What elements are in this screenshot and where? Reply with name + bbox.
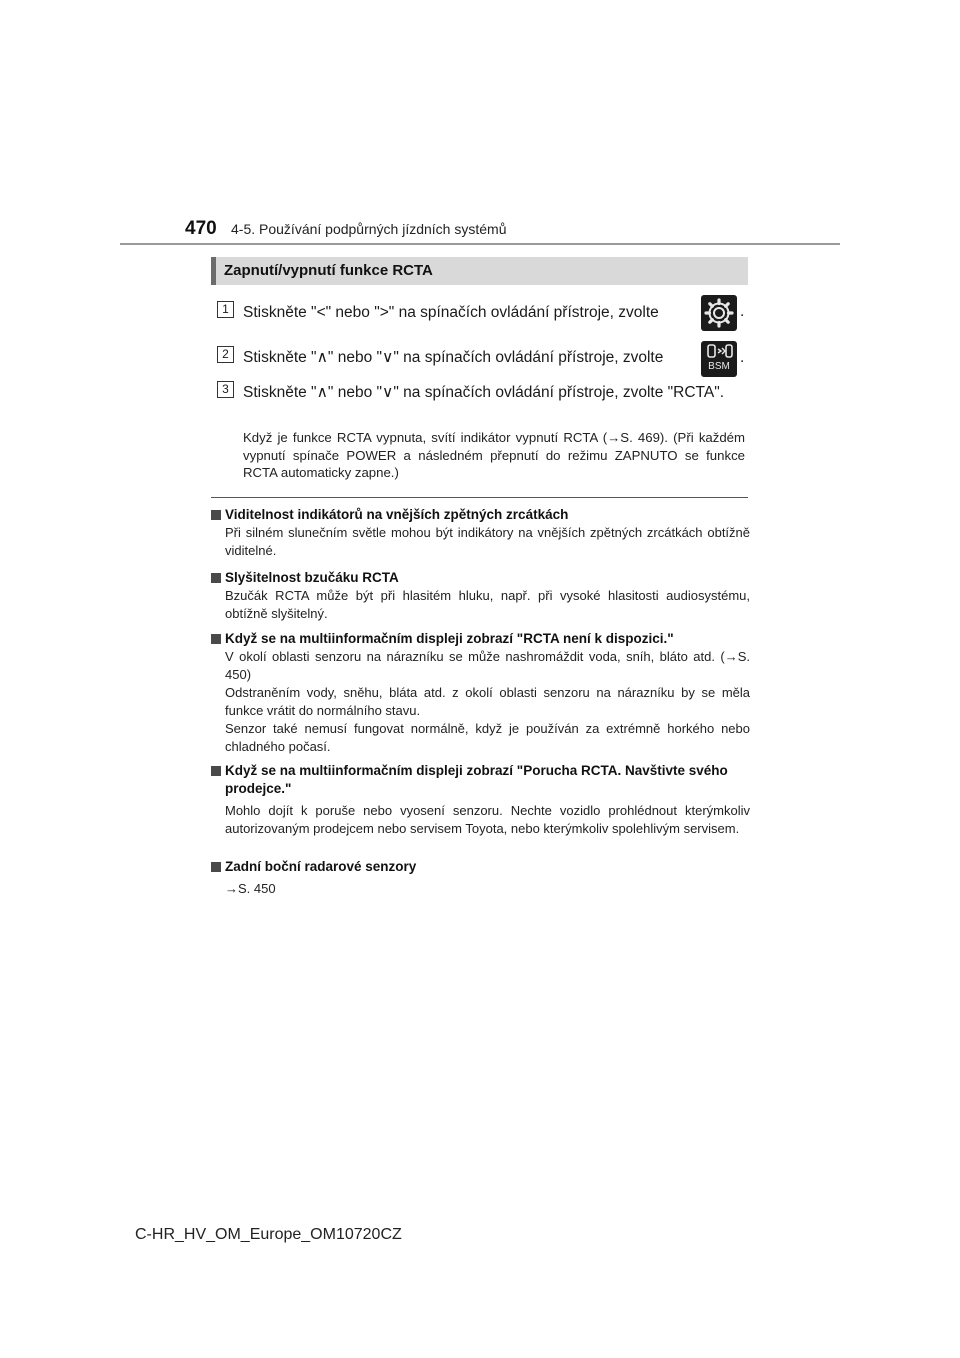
topic-title: Zapnutí/vypnutí funkce RCTA bbox=[224, 262, 433, 279]
heading-text: Zadní boční radarové senzory bbox=[225, 859, 417, 874]
info-heading bbox=[211, 858, 750, 876]
info-paragraph: Senzor také nemusí fungovat normálně, když je používán za extrémně horkého nebo chladného počasí. bbox=[225, 721, 750, 754]
info-body bbox=[225, 587, 750, 623]
info-paragraph: Bzučák RCTA může být při hlasitém hluku, např. při vysoké hlasitosti audiosystému, obtížně slyšitelný. bbox=[225, 588, 750, 621]
footer-doc-code: C-HR_HV_OM_Europe_OM10720CZ bbox=[135, 1226, 402, 1243]
step-end: . bbox=[740, 303, 745, 320]
info-paragraph: Mohlo dojít k poruše nebo vyosení senzoru. Nechte vozidlo prohlédnout kterýmkoliv autorizovaným prodejcem nebo servisem Toyota, nebo kterýmkoliv spolehlivým servisem. bbox=[225, 803, 750, 836]
page-number: 470 bbox=[185, 218, 217, 239]
info-paragraph: V okolí oblasti senzoru na nárazníku se může nashromáždit voda, sníh, bláto atd. (→S. 450) bbox=[225, 649, 750, 682]
topic-accent bbox=[211, 257, 216, 285]
divider bbox=[211, 497, 748, 498]
info-item bbox=[211, 506, 750, 560]
info-body bbox=[225, 802, 750, 838]
info-paragraph: →S. 450 bbox=[225, 881, 276, 896]
settings-gear-icon bbox=[701, 295, 737, 331]
heading-text: Když se na multiinformačním displeji zobrazí "RCTA není k dispozici." bbox=[225, 631, 674, 646]
heading-text: Viditelnost indikátorů na vnějších zpětných zrcátkách bbox=[225, 507, 569, 522]
section-title: 4-5. Používání podpůrných jízdních systémů bbox=[231, 221, 507, 237]
bullet-square-icon bbox=[211, 634, 221, 644]
info-item bbox=[211, 858, 750, 898]
step-text: Stiskněte "∧" nebo "∨" na spínačích ovládání přístroje, zvolte bbox=[243, 349, 664, 366]
info-body bbox=[225, 880, 750, 898]
bullet-square-icon bbox=[211, 862, 221, 872]
info-heading bbox=[211, 630, 750, 648]
heading-text: Když se na multiinformačním displeji zobrazí "Porucha RCTA. Navštivte svého prodejce." bbox=[225, 763, 728, 796]
bsm-label: BSM bbox=[708, 361, 730, 372]
info-item bbox=[211, 630, 750, 756]
step-note: Když je funkce RCTA vypnuta, svítí indikátor vypnutí RCTA (→S. 469). (Při každém vypnutí spínače POWER a následném přepnutí do režimu ZAPNUTO se funkce RCTA automaticky zapne.) bbox=[243, 430, 745, 480]
step-text: Stiskněte "<" nebo ">" na spínačích ovládání přístroje, zvolte bbox=[243, 304, 659, 321]
info-heading bbox=[211, 569, 750, 587]
step-number: 3 bbox=[217, 381, 234, 398]
info-item bbox=[211, 569, 750, 623]
heading-text: Slyšitelnost bzučáku RCTA bbox=[225, 570, 399, 585]
step-end: . bbox=[740, 349, 745, 366]
bullet-square-icon bbox=[211, 766, 221, 776]
bullet-square-icon bbox=[211, 510, 221, 520]
info-item bbox=[211, 762, 750, 838]
info-body bbox=[225, 524, 750, 560]
step-number: 2 bbox=[217, 346, 234, 363]
info-paragraph: Odstraněním vody, sněhu, bláta atd. z okolí oblasti senzoru na nárazníku by se měla funkce vrátit do normálního stavu. bbox=[225, 685, 750, 718]
bullet-square-icon bbox=[211, 573, 221, 583]
header-rule bbox=[120, 243, 840, 245]
step-text: Stiskněte "∧" nebo "∨" na spínačích ovládání přístroje, zvolte "RCTA". bbox=[243, 384, 725, 401]
info-paragraph: Při silném slunečním světle mohou být indikátory na vnějších zpětných zrcátkách obtížně viditelné. bbox=[225, 525, 750, 558]
topic-bar bbox=[211, 257, 748, 285]
info-heading bbox=[211, 506, 750, 524]
step-number: 1 bbox=[217, 301, 234, 318]
info-heading bbox=[211, 762, 750, 798]
bsm-icon bbox=[701, 341, 737, 377]
info-body bbox=[225, 648, 750, 756]
